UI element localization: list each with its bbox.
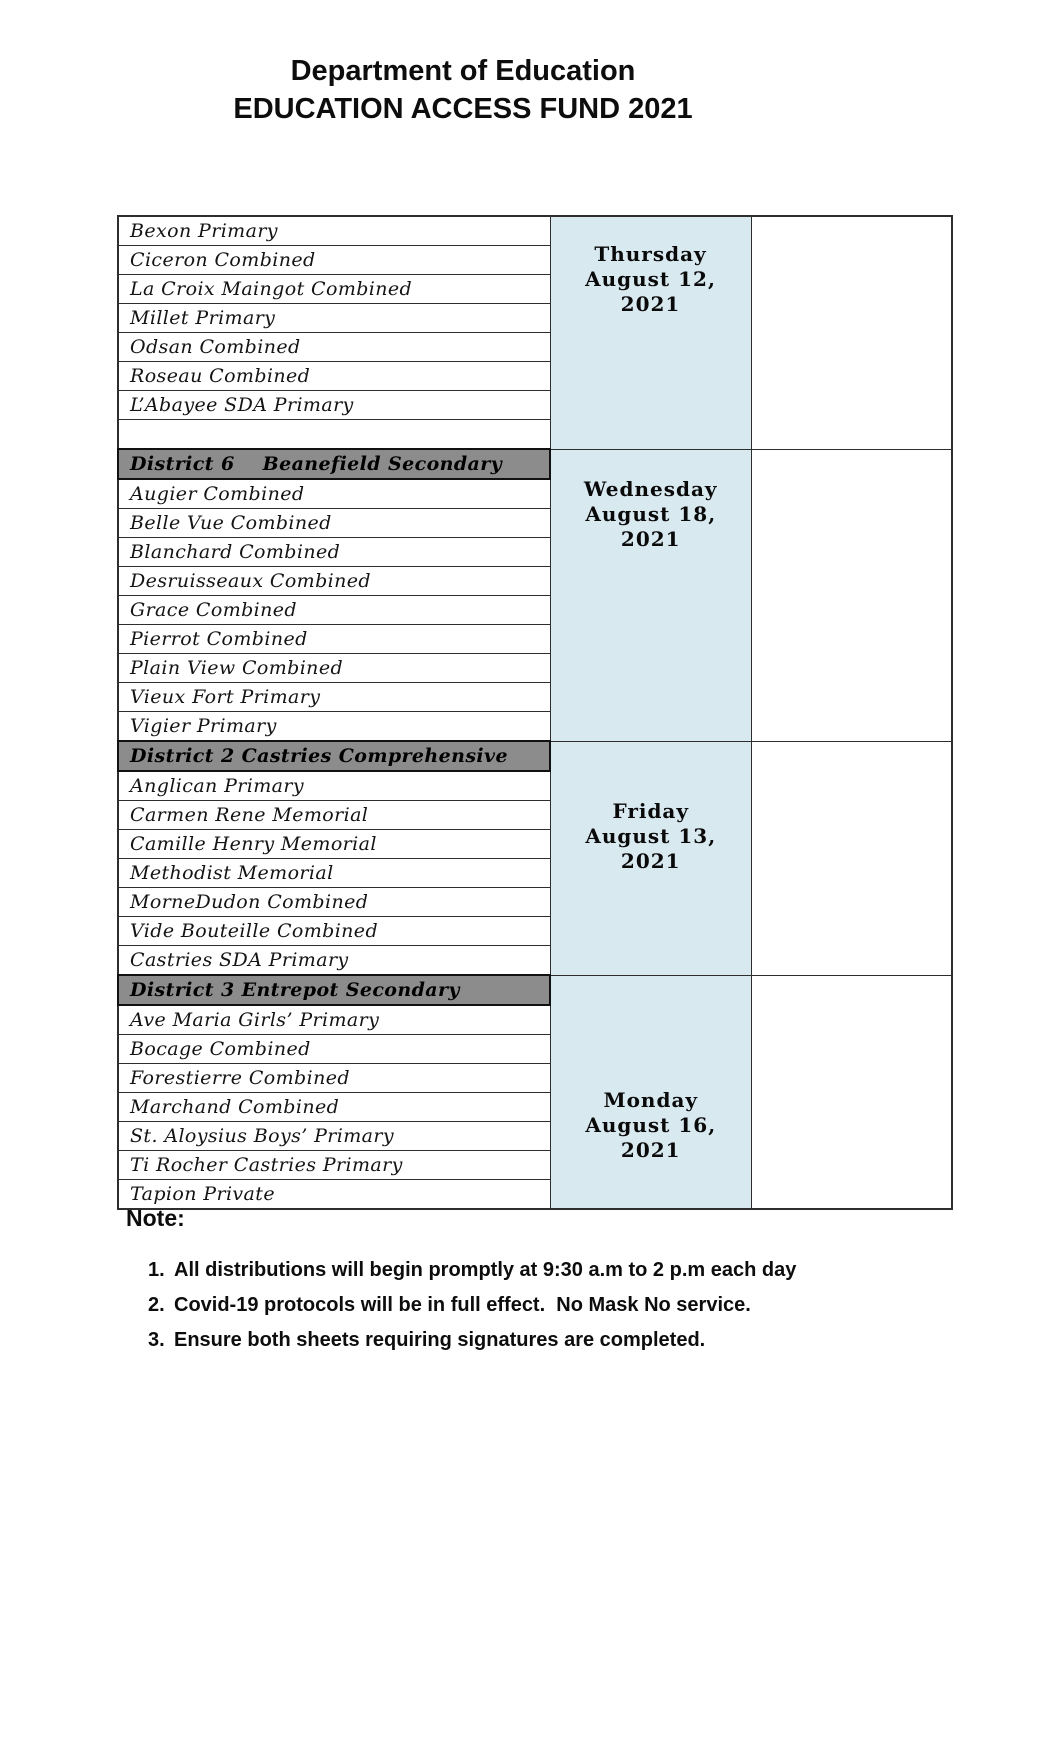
school-name-label: Roseau Combined [130, 365, 311, 387]
signature-blank-cell [751, 449, 952, 741]
school-name-cell [118, 216, 550, 246]
school-name-label: Forestierre Combined [130, 1067, 350, 1089]
school-name-label: St. Aloysius Boys’ Primary [130, 1125, 395, 1147]
school-name-cell [118, 1005, 550, 1035]
signature-blank-cell [751, 216, 952, 449]
school-name-cell [118, 683, 550, 712]
school-name-cell [118, 567, 550, 596]
district-header-row [118, 975, 952, 1005]
school-name-label: Castries SDA Primary [130, 949, 349, 971]
school-name-cell [118, 1093, 550, 1122]
date-line: 2021 [620, 1137, 681, 1162]
school-name-cell [118, 888, 550, 917]
date-line: August 16, [585, 1112, 717, 1137]
school-name-cell [118, 391, 550, 420]
distribution-date-cell [550, 741, 751, 975]
distribution-date-cell [550, 216, 751, 449]
date-line: 2021 [620, 848, 681, 873]
district-header-cell [118, 975, 550, 1005]
school-name-label: Vigier Primary [130, 715, 277, 737]
school-name-cell [118, 304, 550, 333]
notes-heading: Note: [126, 1205, 185, 1231]
district-header-label: District 3 Entrepot Secondary [130, 979, 460, 1001]
date-line: Wednesday [583, 476, 718, 501]
school-name-cell [118, 917, 550, 946]
school-name-cell [118, 246, 550, 275]
signature-blank-cell [751, 741, 952, 975]
school-name-cell [118, 946, 550, 976]
school-name-label: Belle Vue Combined [130, 512, 332, 534]
note-text: Covid-19 protocols will be in full effect. No Mask No service. [174, 1294, 751, 1316]
date-line: August 12, [585, 267, 716, 291]
distribution-date-cell [550, 975, 751, 1209]
title-line-1: Department of Education [290, 55, 636, 87]
district-header-cell [118, 741, 550, 771]
note-number: 2. [148, 1294, 165, 1316]
note-item [148, 1293, 886, 1317]
district-header-row [118, 741, 952, 771]
school-name-label: Desruisseaux Combined [130, 570, 371, 592]
date-line: Friday [612, 798, 690, 823]
school-name-label: La Croix Maingot Combined [130, 278, 413, 300]
date-line: Monday [603, 1087, 699, 1112]
note-item [148, 1258, 886, 1282]
school-name-label: Methodist Memorial [130, 862, 334, 884]
school-name-label: Camille Henry Memorial [130, 833, 377, 855]
school-name-label: MorneDudon Combined [130, 891, 369, 913]
school-name-label: Odsan Combined [130, 336, 301, 358]
school-name-label: Ti Rocher Castries Primary [130, 1154, 403, 1176]
school-name-cell [118, 362, 550, 391]
school-name-cell [118, 859, 550, 888]
school-name-label: Grace Combined [130, 599, 297, 621]
school-name-label: Millet Primary [130, 307, 276, 329]
school-name-label: Pierrot Combined [130, 628, 308, 650]
school-name-label: Ciceron Combined [130, 249, 316, 271]
school-name-label: Blanchard Combined [130, 541, 341, 563]
title-line-2: EDUCATION ACCESS FUND 2021 [233, 93, 693, 125]
school-name-label: Marchand Combined [130, 1096, 340, 1118]
school-name-label: Tapion Private [130, 1183, 275, 1205]
date-line: 2021 [620, 526, 681, 551]
note-number: 3. [148, 1329, 165, 1351]
school-name-label: Plain View Combined [130, 657, 344, 679]
school-name-cell [118, 625, 550, 654]
school-name-cell [118, 1064, 550, 1093]
school-name-cell [118, 1151, 550, 1180]
school-name-label: Ave Maria Girls’ Primary [130, 1009, 380, 1031]
note-item [148, 1328, 886, 1352]
distribution-schedule-table [117, 215, 953, 1210]
notes-section [126, 1205, 886, 1363]
school-name-label: Bexon Primary [130, 220, 278, 242]
school-name-cell [118, 275, 550, 304]
district-header-row [118, 449, 952, 479]
school-name-cell [118, 479, 550, 509]
school-name-cell [118, 1035, 550, 1064]
district-header-label: District 6 Beanefield Secondary [130, 453, 503, 475]
school-name-cell [118, 1122, 550, 1151]
date-line: 2021 [620, 292, 681, 316]
school-name-cell [118, 333, 550, 362]
school-name-label: L’Abayee SDA Primary [130, 394, 354, 416]
school-name-cell [118, 654, 550, 683]
school-name-label: Anglican Primary [130, 775, 305, 797]
distribution-date-cell [550, 449, 751, 741]
district-header-cell [118, 449, 550, 479]
school-name-label: Bocage Combined [130, 1038, 311, 1060]
note-text: All distributions will begin promptly at 9:30 a.m to 2 p.m each day [174, 1259, 797, 1281]
school-row [118, 216, 952, 246]
school-name-cell [118, 538, 550, 567]
date-line: Thursday [594, 242, 707, 266]
note-text: Ensure both sheets requiring signatures are completed. [174, 1329, 706, 1351]
notes-list [148, 1258, 886, 1352]
date-line: August 18, [585, 501, 717, 526]
signature-blank-cell [751, 975, 952, 1209]
district-header-label: District 2 Castries Comprehensive [130, 745, 508, 767]
page-title [117, 52, 809, 128]
school-name-cell [118, 771, 550, 801]
school-name-label: Vieux Fort Primary [130, 686, 321, 708]
note-number: 1. [148, 1259, 165, 1281]
school-name-label: Vide Bouteille Combined [130, 920, 379, 942]
school-name-cell [118, 830, 550, 859]
school-name-cell [118, 712, 550, 742]
school-name-cell [118, 509, 550, 538]
school-name-label: Carmen Rene Memorial [130, 804, 369, 826]
school-name-cell [118, 420, 550, 450]
school-name-label: Augier Combined [130, 483, 305, 505]
school-name-cell [118, 801, 550, 830]
date-line: August 13, [585, 823, 717, 848]
school-name-cell [118, 596, 550, 625]
